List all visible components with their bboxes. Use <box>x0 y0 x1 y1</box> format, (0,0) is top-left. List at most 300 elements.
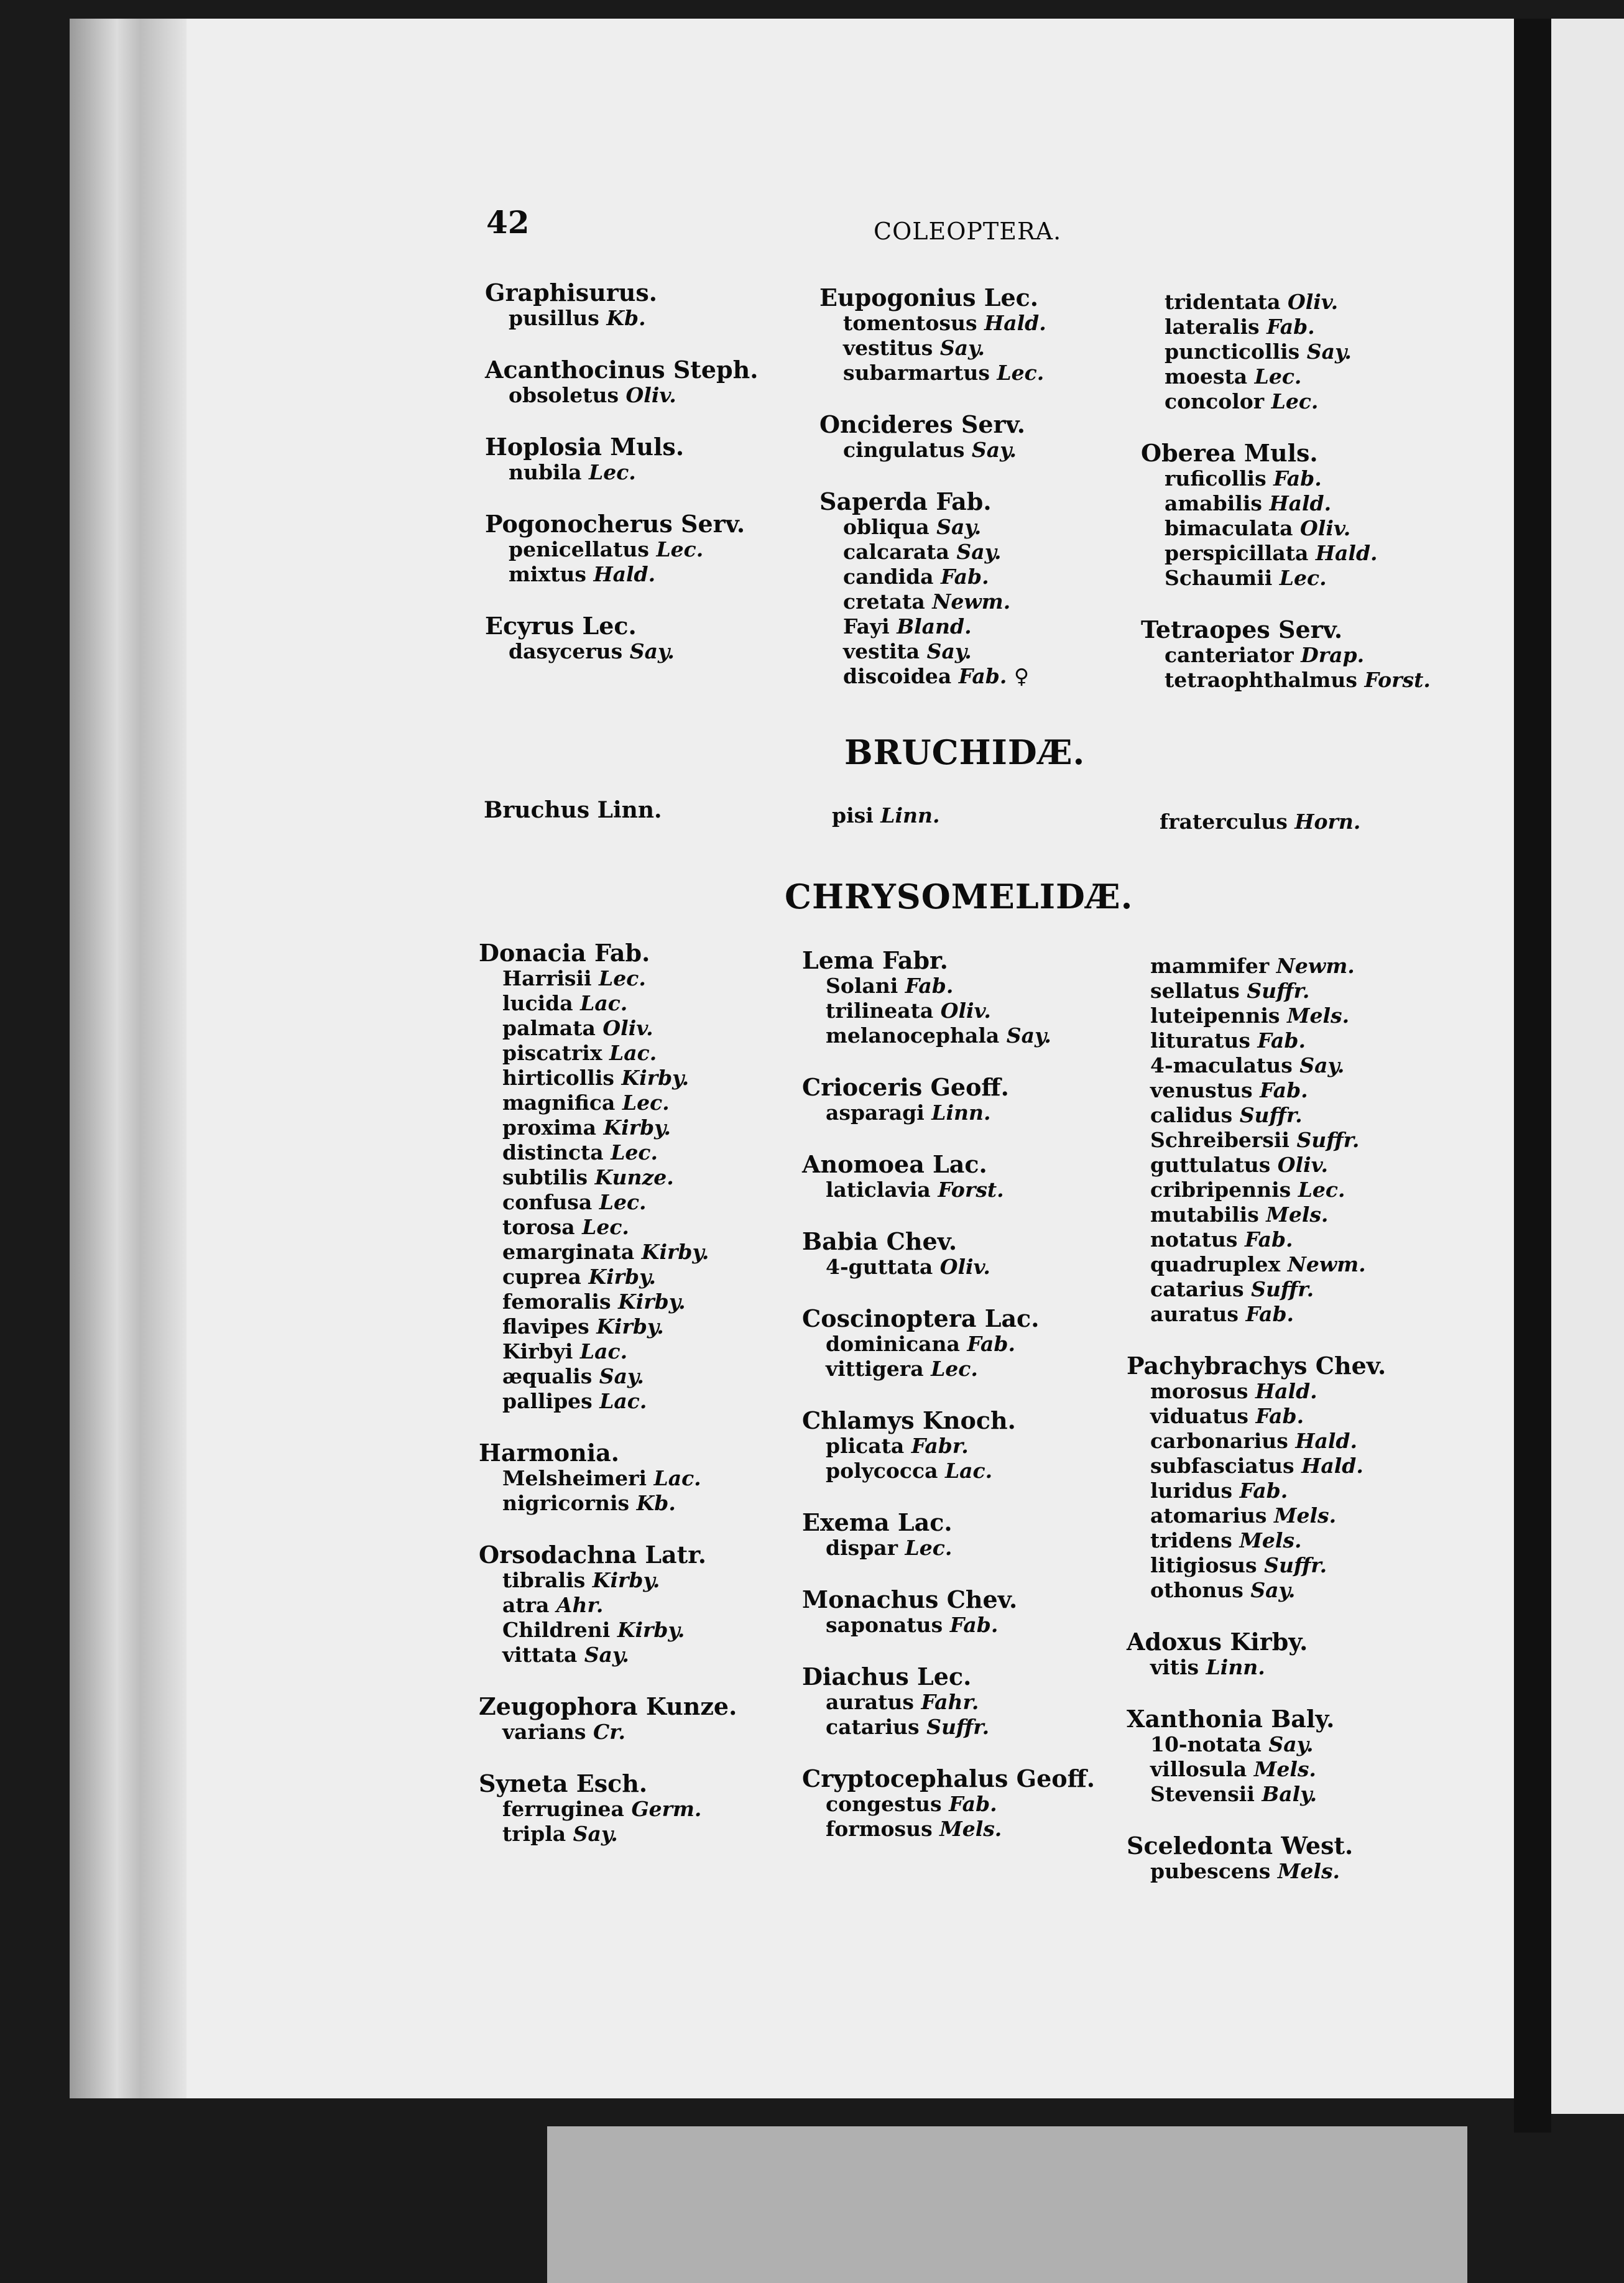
chrysomelidae-column-2 <box>802 948 1150 1868</box>
species-name: pubescens <box>1150 1859 1271 1883</box>
species-name: guttulatus <box>1150 1153 1271 1177</box>
genus-name <box>802 1587 1150 1613</box>
species-author: Ahr. <box>556 1593 604 1617</box>
species-name: tripla <box>502 1822 566 1846</box>
species-entry <box>1141 541 1489 566</box>
species-name: dominicana <box>826 1332 960 1356</box>
page-edge-shadow <box>70 19 188 2098</box>
genus-label: Oncideres <box>819 410 953 438</box>
genus-group <box>1127 954 1475 1327</box>
species-author: Lec. <box>905 1536 953 1560</box>
species-name: flavipes <box>502 1314 589 1339</box>
genus-name <box>479 1771 827 1797</box>
species-entry <box>1127 1227 1475 1252</box>
species-author: Drap. <box>1301 643 1365 667</box>
species-name: morosus <box>1150 1379 1248 1403</box>
species-entry <box>802 1613 1150 1638</box>
species-author: Suffr. <box>926 1715 990 1739</box>
species-author: Lec. <box>997 361 1045 385</box>
genus-name <box>802 1074 1150 1100</box>
species-entry <box>479 1593 827 1618</box>
genus-label: Graphisurus. <box>485 279 658 307</box>
species-author: Lec. <box>589 460 636 484</box>
genus-name <box>485 357 833 383</box>
genus-label: Syneta <box>479 1769 568 1797</box>
species-name: Harrisii <box>502 966 592 990</box>
genus-name <box>479 1542 827 1568</box>
species-entry <box>1127 1859 1475 1884</box>
genus-label: Monachus <box>802 1585 939 1613</box>
species-entry <box>802 1536 1150 1561</box>
species-author: Fab. <box>941 565 989 589</box>
species-entry <box>479 1066 827 1091</box>
genus-name <box>485 434 833 460</box>
species-name: nubila <box>509 460 582 484</box>
species-entry <box>1127 1478 1475 1503</box>
genus-author: Lac. <box>897 1508 953 1536</box>
species-author: Bland. <box>897 614 972 639</box>
species-author: Fabr. <box>911 1434 969 1458</box>
species-name: distincta <box>502 1140 604 1165</box>
species-entry <box>1141 466 1489 491</box>
genus-group <box>1127 1353 1475 1603</box>
species-entry <box>479 1643 827 1667</box>
species-name: congestus <box>826 1792 942 1816</box>
species-entry <box>819 438 1168 463</box>
species-name: puncticollis <box>1165 339 1300 364</box>
genus-group <box>1141 290 1489 414</box>
species-entry <box>479 1240 827 1265</box>
species-entry <box>819 589 1168 614</box>
species-name: Fayi <box>843 614 890 639</box>
genus-name <box>802 1151 1150 1178</box>
genus-group <box>802 1766 1150 1842</box>
species-entry <box>479 1568 827 1593</box>
species-name: formosus <box>826 1817 933 1841</box>
species-author: Oliv. <box>1287 290 1339 314</box>
species-name: villosula <box>1150 1757 1247 1781</box>
bruchidae-genus <box>484 797 662 823</box>
species-name: subfasciatus <box>1150 1454 1294 1478</box>
species-author: Lec. <box>599 1190 647 1214</box>
species-author: Lec. <box>931 1357 978 1381</box>
species-author: Lec. <box>611 1140 658 1165</box>
species-entry <box>802 1357 1150 1381</box>
species-entry <box>819 565 1168 589</box>
species-entry <box>802 1023 1150 1048</box>
species-entry <box>479 1165 827 1190</box>
genus-group <box>485 434 833 485</box>
species-name: tomentosus <box>843 311 977 335</box>
genus-label: Anomoea <box>802 1150 925 1178</box>
species-author: Forst. <box>1364 668 1431 692</box>
species-entry <box>485 383 833 408</box>
species-author: Say. <box>939 336 985 360</box>
species-entry <box>479 1091 827 1115</box>
species-name: vestitus <box>843 336 933 360</box>
species-name: subarmartus <box>843 361 990 385</box>
species-name: femoralis <box>502 1289 611 1314</box>
species-name: hirticollis <box>502 1066 614 1090</box>
genus-group <box>802 1408 1150 1483</box>
species-author: Fab. <box>949 1613 999 1637</box>
genus-label: Oberea <box>1141 439 1236 467</box>
species-entry <box>1127 1003 1475 1028</box>
species-entry <box>479 1190 827 1215</box>
genus-name <box>1127 1629 1475 1655</box>
species-entry <box>802 1459 1150 1483</box>
species-author: Fab. <box>1245 1302 1294 1326</box>
genus-label: Eupogonius <box>819 284 976 311</box>
species-author: Kirby. <box>618 1289 686 1314</box>
species-name: laticlavia <box>826 1178 931 1202</box>
genus-label: Pogonocherus <box>485 510 673 538</box>
species-name: perspicillata <box>1165 541 1309 565</box>
page-header: COLEOPTERA. <box>874 218 1062 245</box>
genus-name <box>1127 1353 1475 1379</box>
species-entry <box>1127 1655 1475 1680</box>
genus-author: Fab. <box>594 939 650 967</box>
species-author: Fab. <box>1244 1227 1293 1252</box>
species-entry <box>1141 290 1489 315</box>
species-author: Mels. <box>1266 1202 1329 1227</box>
species-entry <box>802 1817 1150 1842</box>
species-author: Say. <box>1268 1732 1314 1756</box>
genus-group <box>802 1306 1150 1381</box>
genus-author: Lac. <box>984 1304 1040 1332</box>
species-name: vittata <box>502 1643 578 1667</box>
species-name: discoidea <box>843 664 952 688</box>
species-author: Lec. <box>1254 364 1302 389</box>
genus-label: Acanthocinus <box>485 356 665 384</box>
genus-label: Zeugophora <box>479 1692 638 1720</box>
species-author: Say. <box>1006 1023 1051 1048</box>
species-entry <box>479 1215 827 1240</box>
species-author: Kirby. <box>641 1240 709 1264</box>
species-author: Lec. <box>1298 1178 1345 1202</box>
species-entry <box>479 1364 827 1389</box>
genus-author: Geoff. <box>930 1073 1009 1101</box>
species-name: dispar <box>826 1536 898 1560</box>
species-author: Say. <box>956 540 1002 564</box>
genus-label: Coscinoptera <box>802 1304 977 1332</box>
species-name: tridentata <box>1165 290 1281 314</box>
genus-author: Steph. <box>673 356 759 384</box>
species-entry <box>819 540 1168 565</box>
species-entry <box>1127 1128 1475 1153</box>
species-name: pusillus <box>509 306 599 330</box>
genus-author: Lec. <box>984 284 1039 311</box>
genus-name <box>802 1306 1150 1332</box>
family-heading-bruchidae: BRUCHIDÆ. <box>844 732 1086 772</box>
genus-group <box>1141 440 1489 591</box>
species-entry <box>819 614 1168 639</box>
species-name: vittigera <box>826 1357 924 1381</box>
genus-name <box>802 1664 1150 1690</box>
species-entry <box>1127 1732 1475 1757</box>
species-name: magnifica <box>502 1091 616 1115</box>
facing-page-edge <box>1551 19 1624 2114</box>
genus-group <box>802 1664 1150 1740</box>
species-name: piscatrix <box>502 1041 602 1065</box>
species-author: Lac. <box>599 1389 647 1413</box>
species-name: concolor <box>1165 389 1265 413</box>
species-name: vitis <box>1150 1655 1199 1679</box>
species-author: Germ. <box>631 1797 702 1821</box>
species-name: quadruplex <box>1150 1252 1281 1276</box>
species-entry <box>1141 566 1489 591</box>
species-entry <box>1141 668 1489 693</box>
genus-name <box>485 280 833 306</box>
species-entry <box>819 664 1168 689</box>
under-page-strip <box>547 2126 1467 2283</box>
species-author: Say. <box>599 1364 644 1388</box>
species-entry <box>1127 1528 1475 1553</box>
species-entry <box>485 537 833 562</box>
species-author: Suffr. <box>1247 979 1310 1003</box>
species-name: Schaumii <box>1165 566 1273 590</box>
species-author: Kunze. <box>594 1165 674 1189</box>
genus-label: Babia <box>802 1227 879 1255</box>
species-author: Linn. <box>1206 1655 1265 1679</box>
species-name: moesta <box>1165 364 1248 389</box>
species-entry <box>479 1289 827 1314</box>
genus-label: Donacia <box>479 939 586 967</box>
genus-group <box>479 1694 827 1745</box>
species-author: Suffr. <box>1264 1553 1327 1577</box>
species-author: Fab. ♀ <box>958 664 1029 688</box>
species-name: viduatus <box>1150 1404 1248 1428</box>
genus-name <box>802 1229 1150 1255</box>
genus-author: West. <box>1281 1832 1354 1860</box>
species-name: tibralis <box>502 1568 586 1592</box>
species-name: auratus <box>826 1690 914 1714</box>
species-entry <box>1127 954 1475 979</box>
species-entry <box>479 1822 827 1847</box>
species-author: Lec. <box>622 1091 670 1115</box>
species-entry <box>802 1100 1150 1125</box>
species-author: Fab. <box>1273 466 1322 491</box>
species-entry <box>1127 1379 1475 1404</box>
species-name: canteriator <box>1165 643 1294 667</box>
species-entry <box>1141 643 1489 668</box>
species-author: Kirby. <box>592 1568 660 1592</box>
species-entry <box>1127 1578 1475 1603</box>
genus-name <box>819 285 1168 311</box>
species-name: dasycerus <box>509 639 623 663</box>
genus-label: Crioceris <box>802 1073 923 1101</box>
species-entry <box>802 1332 1150 1357</box>
species-entry <box>802 999 1150 1023</box>
species-author: Fab. <box>967 1332 1015 1356</box>
species-name: atomarius <box>1150 1503 1267 1528</box>
species-entry <box>1127 1429 1475 1454</box>
species-author: Lec. <box>582 1215 629 1239</box>
genus-group <box>802 1587 1150 1638</box>
species-entry <box>479 1466 827 1491</box>
genus-label: Exema <box>802 1508 890 1536</box>
genus-label: Pachybrachys <box>1127 1352 1308 1380</box>
species-name: othonus <box>1150 1578 1243 1602</box>
species-author: Say. <box>1299 1053 1345 1077</box>
species-name: catarius <box>826 1715 920 1739</box>
species-entry <box>485 306 833 331</box>
species-entry <box>1127 1028 1475 1053</box>
species-author: Oliv. <box>1277 1153 1328 1177</box>
species-author: Fab. <box>905 974 954 998</box>
species-entry <box>485 639 833 664</box>
species-name: trilineata <box>826 999 934 1023</box>
species-name: cuprea <box>502 1265 581 1289</box>
genus-group <box>802 948 1150 1048</box>
genus-group <box>802 1151 1150 1202</box>
genus-group <box>1127 1833 1475 1884</box>
genus-group <box>479 940 827 1414</box>
species-entry <box>1127 1757 1475 1782</box>
genus-label: Xanthonia <box>1127 1705 1263 1733</box>
page-number: 42 <box>486 204 530 241</box>
genus-name <box>802 948 1150 974</box>
species-author: Hald. <box>593 562 656 586</box>
species-author: Hald. <box>1301 1454 1363 1478</box>
genus-author: Lac. <box>933 1150 987 1178</box>
species-author: Oliv. <box>1300 516 1351 540</box>
species-entry <box>819 311 1168 336</box>
bruchidae-species-fraterculus <box>1160 809 1360 834</box>
species-author: Kirby. <box>617 1618 685 1642</box>
species-name: lateralis <box>1165 315 1260 339</box>
species-entry <box>485 460 833 485</box>
genus-name <box>819 412 1168 438</box>
bruchus-name: Bruchus <box>484 797 590 823</box>
species-name: calcarata <box>843 540 949 564</box>
species-entry <box>802 1434 1150 1459</box>
genus-group <box>802 1229 1150 1280</box>
species-author: Suffr. <box>1239 1103 1303 1127</box>
species-author: Oliv. <box>625 383 676 407</box>
species-name: Childreni <box>502 1618 611 1642</box>
species-entry <box>819 336 1168 361</box>
genus-group <box>819 412 1168 463</box>
genus-label: Saperda <box>819 487 928 515</box>
species-author: Lec. <box>599 966 646 990</box>
species-entry <box>1141 339 1489 364</box>
genus-name <box>479 1694 827 1720</box>
genus-author: Latr. <box>645 1541 706 1569</box>
genus-label: Chlamys <box>802 1406 915 1434</box>
genus-label: Ecyrus <box>485 612 574 640</box>
species-entry <box>479 966 827 991</box>
genus-author: Fabr. <box>882 946 948 974</box>
genus-author: Chev. <box>1315 1352 1386 1380</box>
genus-author: Geoff. <box>1016 1764 1096 1792</box>
species-name: varians <box>502 1720 586 1744</box>
species-name: vestita <box>843 639 920 663</box>
species-name: plicata <box>826 1434 905 1458</box>
species-author: Say. <box>971 438 1017 462</box>
species-entry <box>1141 389 1489 414</box>
species-name: carbonarius <box>1150 1429 1288 1453</box>
species-name: catarius <box>1150 1277 1244 1301</box>
genus-group <box>802 1074 1150 1125</box>
species-name: melanocephala <box>826 1023 1000 1048</box>
species-author: Fab. <box>1266 315 1315 339</box>
genus-name <box>485 511 833 537</box>
species-entry <box>802 1255 1150 1280</box>
species-author: Fab. <box>1255 1404 1304 1428</box>
species-entry <box>1127 1178 1475 1202</box>
genus-label: Cryptocephalus <box>802 1764 1008 1792</box>
genus-author: Kunze. <box>645 1692 737 1720</box>
genus-author: Knoch. <box>922 1406 1016 1434</box>
species-entry <box>479 1797 827 1822</box>
genus-author: Lec. <box>582 612 637 640</box>
species-author: Lec. <box>656 537 704 561</box>
species-name: cribripennis <box>1150 1178 1291 1202</box>
species-entry <box>1127 1202 1475 1227</box>
species-entry <box>1127 1503 1475 1528</box>
species-name: lituratus <box>1150 1028 1250 1053</box>
species-author: Say. <box>936 515 982 539</box>
species-name: tetraophthalmus <box>1165 668 1357 692</box>
species-name: cretata <box>843 589 925 614</box>
genus-group <box>819 285 1168 385</box>
species-name: palmata <box>502 1016 596 1040</box>
genus-group <box>485 511 833 587</box>
species-name: Schreibersii <box>1150 1128 1290 1152</box>
species-entry <box>819 361 1168 385</box>
species-entry <box>802 1715 1150 1740</box>
bruchus-author: Linn. <box>597 797 662 823</box>
species-author: Newm. <box>932 589 1011 614</box>
genus-group <box>1141 617 1489 693</box>
species-name: 4-maculatus <box>1150 1053 1293 1077</box>
species-name: subtilis <box>502 1165 588 1189</box>
species-name: 10-notata <box>1150 1732 1262 1756</box>
species-name: pallipes <box>502 1389 593 1413</box>
species-author: Fab. <box>1239 1478 1288 1503</box>
species-entry <box>1127 1553 1475 1578</box>
species-name: tridens <box>1150 1528 1232 1552</box>
genus-name <box>1141 440 1489 466</box>
species-entry <box>1127 1078 1475 1103</box>
species-author: Kirby. <box>588 1265 656 1289</box>
species-author: Fab. <box>949 1792 997 1816</box>
genus-label: Lema <box>802 946 874 974</box>
species-entry <box>479 1314 827 1339</box>
chrysomelidae-column-3 <box>1127 954 1475 1910</box>
book-gutter <box>1514 19 1551 2133</box>
species-author: Lac. <box>609 1041 657 1065</box>
species-name: Melsheimeri <box>502 1466 647 1490</box>
species-name: bimaculata <box>1165 516 1293 540</box>
genus-name <box>802 1408 1150 1434</box>
species-name: proxima <box>502 1115 596 1140</box>
species-name: ruficollis <box>1165 466 1266 491</box>
genus-name <box>1127 1706 1475 1732</box>
species-author: Oliv. <box>602 1016 653 1040</box>
species-author: Newm. <box>1287 1252 1366 1276</box>
species-name: litigiosus <box>1150 1553 1257 1577</box>
species-author: Lac. <box>579 1339 628 1363</box>
species-entry <box>1127 1782 1475 1807</box>
genus-name <box>1127 1833 1475 1859</box>
genus-group <box>479 1542 827 1667</box>
bruchidae-species-pisi <box>832 803 939 828</box>
species-name: obliqua <box>843 515 930 539</box>
species-entry <box>1127 1277 1475 1302</box>
genus-label: Orsodachna <box>479 1541 637 1569</box>
